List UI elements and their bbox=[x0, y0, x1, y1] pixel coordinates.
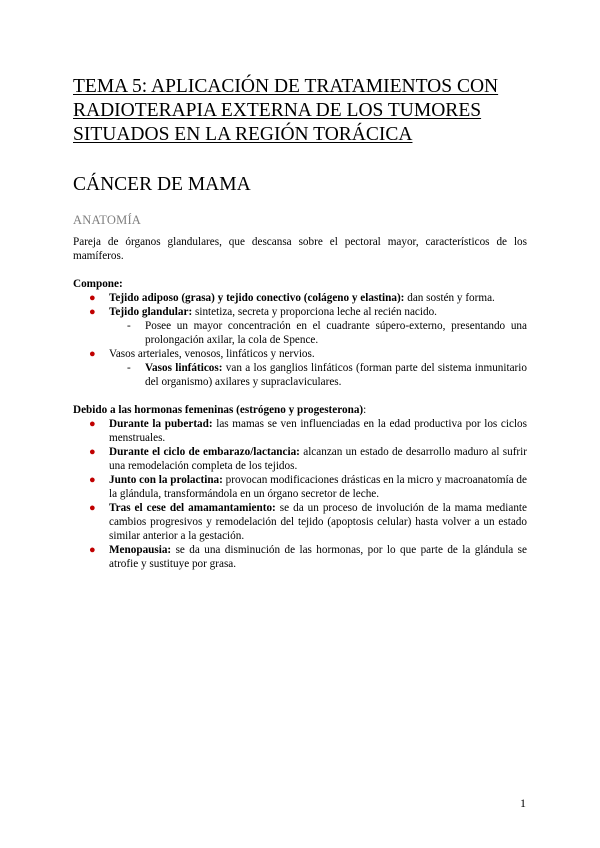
document-body bbox=[73, 235, 527, 571]
page-title: TEMA 5: APLICACIÓN DE TRATAMIENTOS CON RADIOTERAPIA EXTERNA DE LOS TUMORES SITUADOS EN LA REGIÓN TORÁCICA bbox=[73, 76, 499, 145]
section-heading: CÁNCER DE MAMA bbox=[73, 174, 251, 195]
list-item: ● Vasos arteriales, venosos, linfáticos y nervios. - Vasos linfáticos: van a los ganglios linfáticos (forman parte del sistema inmunitario del organismo) axilares y supraclaviculares. bbox=[89, 348, 527, 388]
sub-list-item: - Posee un mayor concentración en el cuadrante súpero-externo, presentando una prolongación axilar, la cola de Spence. bbox=[127, 320, 527, 346]
page-number: 1 bbox=[520, 796, 526, 810]
list-item: ● Menopausia: se da una disminución de las hormonas, por lo que parte de la glándula se atrofie y sustituye por grasa. bbox=[89, 544, 527, 570]
bullet-icon: ● bbox=[89, 418, 96, 430]
list-item: ● Tras el cese del amamantamiento: se da un proceso de involución de la mama mediante cambios progresivos y remodelación del tejido (apoptosis celular) hasta volver a un estado similar anterior a la gestación. bbox=[89, 502, 527, 542]
sub-list bbox=[109, 319, 527, 347]
bullet-icon: ● bbox=[89, 544, 96, 556]
bullet-icon: ● bbox=[89, 474, 96, 486]
bullet-icon: ● bbox=[89, 348, 96, 360]
sub-list bbox=[109, 361, 527, 389]
list-item: ● Durante la pubertad: las mamas se ven influenciadas en la edad productiva por los ciclos menstruales. bbox=[89, 418, 527, 444]
bullet-icon: ● bbox=[89, 502, 96, 514]
hormonas-list bbox=[73, 417, 527, 571]
bullet-icon: ● bbox=[89, 446, 96, 458]
dash-icon: - bbox=[127, 320, 131, 332]
sub-list-item: - Vasos linfáticos: van a los ganglios linfáticos (forman parte del sistema inmunitario del organismo) axilares y supraclaviculares. bbox=[127, 362, 527, 388]
hormonas-heading: Debido a las hormonas femeninas (estrógeno y progesterona): bbox=[73, 404, 367, 416]
compone-list bbox=[73, 291, 527, 389]
intro-paragraph: Pareja de órganos glandulares, que descansa sobre el pectoral mayor, característicos de los mamíferos. bbox=[73, 236, 527, 262]
list-item: ● Tejido adiposo (grasa) y tejido conectivo (colágeno y elastina): dan sostén y forma. bbox=[89, 292, 495, 304]
list-item: ● Durante el ciclo de embarazo/lactancia: alcanzan un estado de desarrollo maduro al sufrir una remodelación completa de los tejidos. bbox=[89, 446, 527, 472]
list-item: ● Tejido glandular: sintetiza, secreta y proporciona leche al recién nacido. - Posee un mayor concentración en el cuadrante súpero-externo, presentando una prolongación axilar, la cola de Spence. bbox=[89, 306, 527, 346]
dash-icon: - bbox=[127, 362, 131, 374]
compone-heading: Compone: bbox=[73, 278, 123, 290]
bullet-icon: ● bbox=[89, 292, 96, 304]
subsection-heading: ANATOMÍA bbox=[73, 213, 142, 227]
bullet-icon: ● bbox=[89, 306, 96, 318]
list-item: ● Junto con la prolactina: provocan modificaciones drásticas en la micro y macroanatomía de la glándula, transformándola en un órgano secretor de leche. bbox=[89, 474, 527, 500]
